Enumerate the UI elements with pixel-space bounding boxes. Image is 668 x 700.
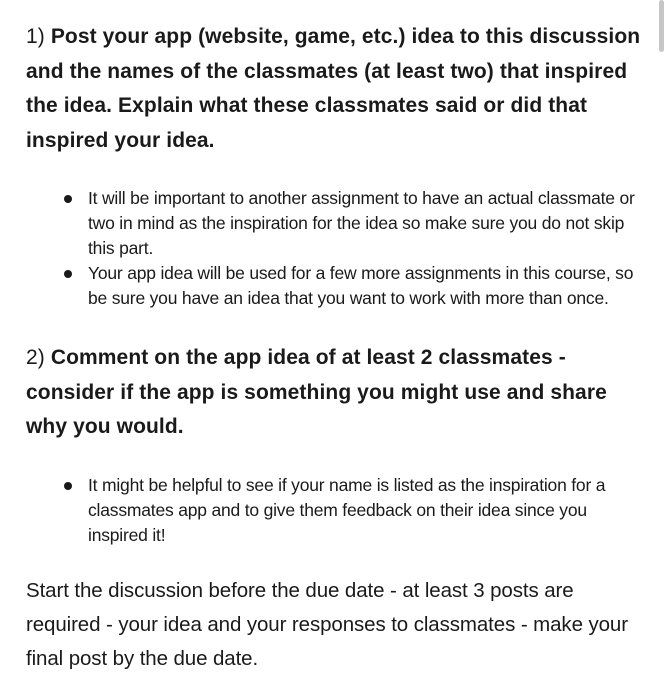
section-1-heading-text: Post your app (website, game, etc.) idea to this discussion and the names of the classmates (at least two) that inspired the idea. Explain what these classmates said or did that inspired your idea. <box>26 25 641 152</box>
discussion-instructions <box>26 20 648 676</box>
section-2-bullet-list <box>26 473 648 548</box>
section-1-bullet-list <box>26 186 648 311</box>
section-1-number: 1) <box>26 25 45 48</box>
list-item <box>88 473 648 548</box>
bullet-icon <box>64 195 72 203</box>
bullet-text: It will be important to another assignment to have an actual classmate or two in mind as the inspiration for the idea so make sure you do not skip this part. <box>88 188 635 258</box>
section-2-heading <box>26 341 648 445</box>
section-1-heading <box>26 20 648 158</box>
section-2-heading-text: Comment on the app idea of at least 2 classmates - consider if the app is something you might use and share why you would. <box>26 346 607 438</box>
list-item <box>88 186 648 261</box>
closing-paragraph: Start the discussion before the due date - at least 3 posts are required - your idea and your responses to classmates - make your final post by the due date. <box>26 578 628 670</box>
section-2-number: 2) <box>26 346 45 369</box>
bullet-text: It might be helpful to see if your name is listed as the inspiration for a classmates app and to give them feedback on their idea since you inspired it! <box>88 474 606 545</box>
bullet-icon <box>64 482 72 490</box>
bullet-icon <box>64 270 72 278</box>
list-item <box>88 261 648 311</box>
scrollbar-thumb[interactable] <box>659 0 664 52</box>
bullet-text: Your app idea will be used for a few more assignments in this course, so be sure you have an idea that you want to work with more than once. <box>88 263 634 308</box>
